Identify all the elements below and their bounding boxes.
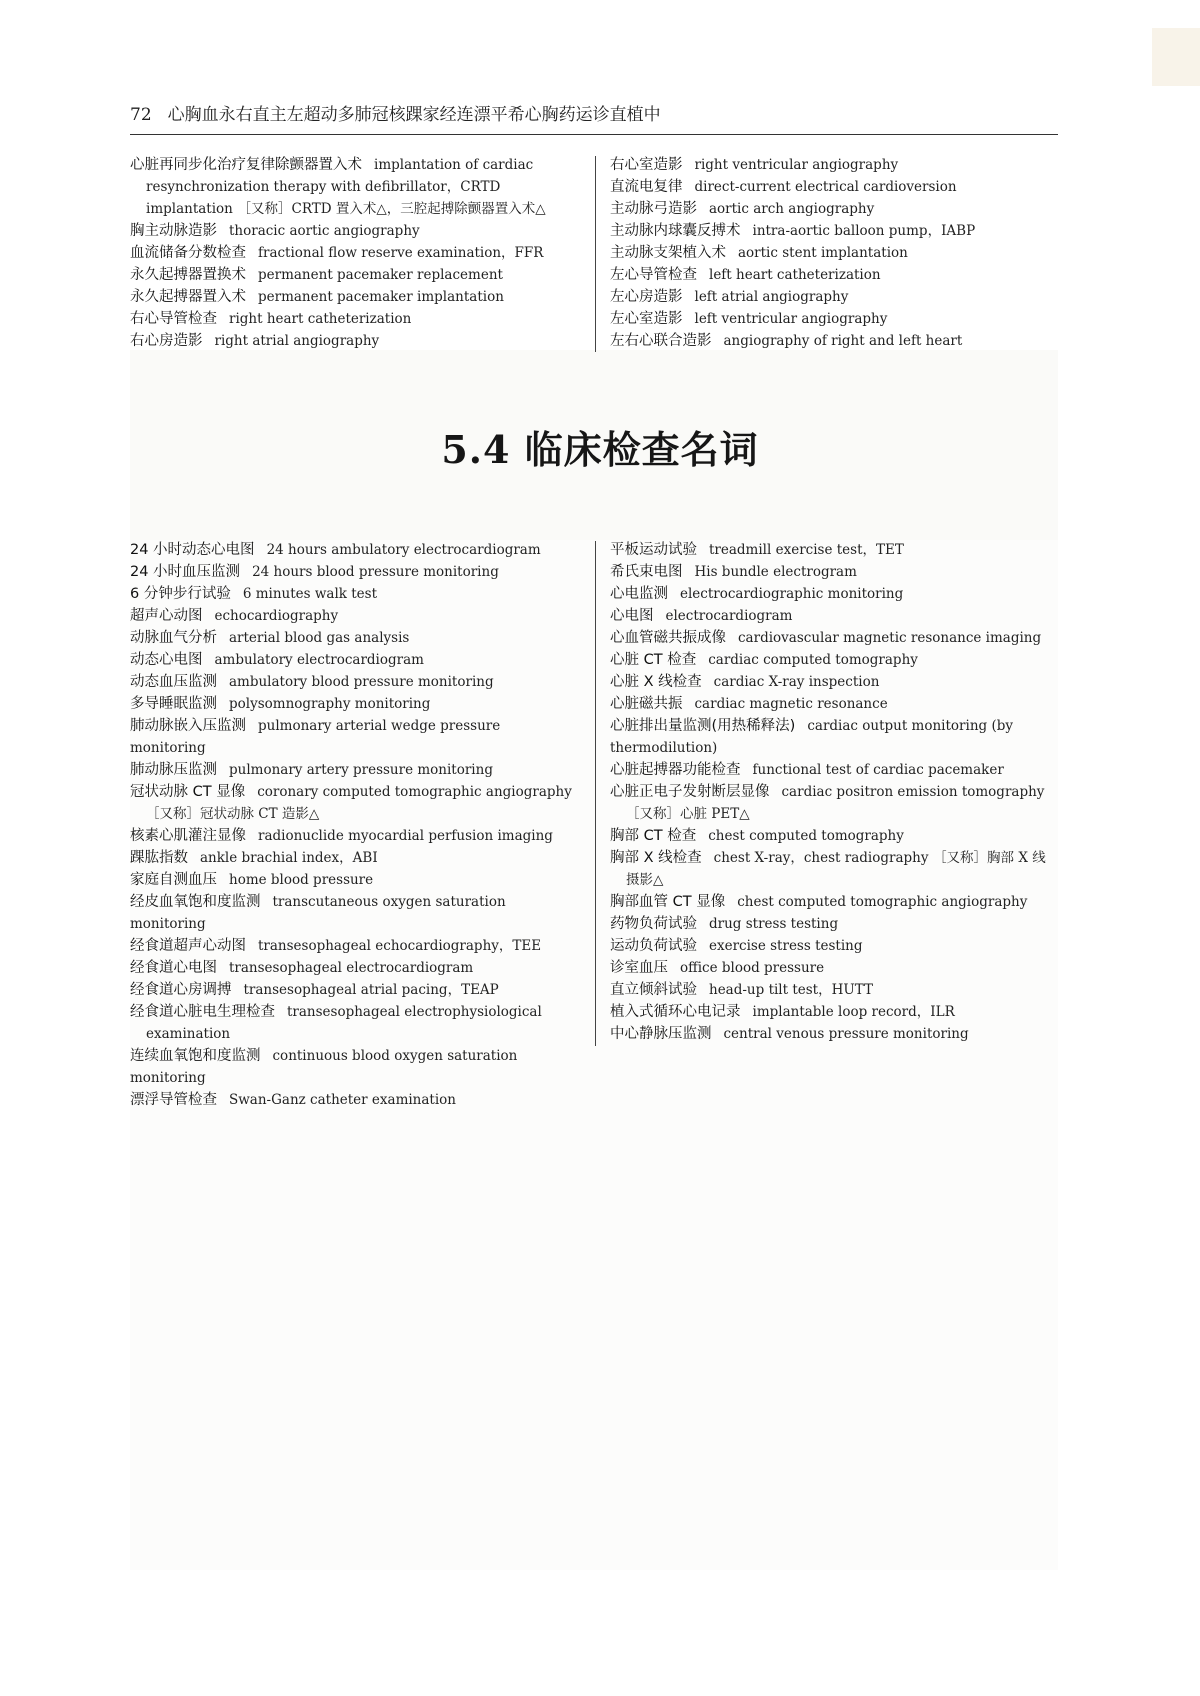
glossary-entry — [595, 1001, 1058, 1023]
term-english: right ventricular angiography — [694, 157, 899, 173]
term-english: cardiac computed tomography — [708, 652, 918, 668]
term-chinese: 左心房造影 — [610, 289, 683, 305]
term-chinese: 心电监测 — [610, 586, 668, 602]
glossary-entry — [595, 154, 1058, 176]
term-english: ankle brachial index，ABI — [200, 850, 378, 866]
term-english: continuous blood oxygen saturation monitoring — [130, 1048, 518, 1086]
term-chinese: 肺动脉压监测 — [130, 762, 217, 778]
page-number: 72 — [130, 105, 152, 125]
term-chinese: 左心室造影 — [610, 311, 683, 327]
glossary-entry — [595, 759, 1058, 781]
term-chinese: 植入式循环心电记录 — [610, 1004, 741, 1020]
term-english: cardiovascular magnetic resonance imaging — [738, 630, 1042, 646]
term-chinese: 经食道超声心动图 — [130, 938, 246, 954]
term-english: permanent pacemaker implantation — [258, 289, 504, 305]
right-column — [595, 154, 1058, 352]
glossary-entry — [595, 781, 1058, 825]
term-chinese: 心脏起搏器功能检查 — [610, 762, 741, 778]
term-chinese: 右心导管检查 — [130, 311, 217, 327]
term-chinese: 右心房造影 — [130, 333, 203, 349]
glossary-entry — [595, 671, 1058, 693]
glossary-entry — [595, 913, 1058, 935]
term-english: left ventricular angiography — [694, 311, 888, 327]
running-title: 心胸血永右直主左超动多肺冠核踝家经连漂平希心胸药运诊直植中 — [167, 105, 661, 125]
term-chinese: 心脏 X 线检查 — [610, 674, 702, 690]
glossary-entry — [595, 825, 1058, 847]
term-chinese: 药物负荷试验 — [610, 916, 697, 932]
term-english: implantation of cardiac resynchronization therapy with defibrillator，CRTD implantation — [146, 157, 534, 217]
term-english: aortic arch angiography — [709, 201, 875, 217]
glossary-entry — [130, 979, 580, 1001]
term-chinese: 左心导管检查 — [610, 267, 697, 283]
glossary-entry — [130, 891, 580, 935]
term-english: electrocardiographic monitoring — [680, 586, 904, 602]
synonym-note: ［又称］心脏 PET△ — [626, 806, 750, 822]
glossary-entry — [130, 715, 580, 759]
term-chinese: 心血管磁共振成像 — [610, 630, 726, 646]
glossary-entry — [595, 649, 1058, 671]
glossary-entry — [595, 847, 1058, 891]
term-english: left heart catheterization — [709, 267, 881, 283]
running-header — [130, 104, 1058, 135]
glossary-entry — [130, 957, 580, 979]
term-chinese: 胸主动脉造影 — [130, 223, 217, 239]
glossary-entry — [130, 330, 580, 352]
term-english: functional test of cardiac pacemaker — [752, 762, 1004, 778]
term-english: arterial blood gas analysis — [229, 630, 410, 646]
term-chinese: 多导睡眠监测 — [130, 696, 217, 712]
glossary-entry — [595, 605, 1058, 627]
term-chinese: 直立倾斜试验 — [610, 982, 697, 998]
term-chinese: 希氏束电图 — [610, 564, 683, 580]
glossary-entry — [130, 693, 580, 715]
term-english: direct-current electrical cardioversion — [694, 179, 957, 195]
term-chinese: 主动脉弓造影 — [610, 201, 697, 217]
term-english: 24 hours ambulatory electrocardiogram — [266, 542, 541, 558]
term-english: cardiac X-ray inspection — [713, 674, 880, 690]
glossary-entry — [595, 891, 1058, 913]
synonym-note: ［又称］CRTD 置入术△，三腔起搏除颤器置入术△ — [237, 201, 546, 217]
term-english: echocardiography — [214, 608, 339, 624]
top-entry-block — [130, 154, 1058, 354]
glossary-entry — [595, 330, 1058, 352]
term-chinese: 诊室血压 — [610, 960, 668, 976]
synonym-note: ［又称］胸部 X 线摄影△ — [626, 850, 1046, 888]
term-english: angiography of right and left heart — [723, 333, 963, 349]
term-chinese: 心脏排出量监测(用热稀释法) — [610, 718, 796, 734]
term-chinese: 6 分钟步行试验 — [130, 586, 231, 602]
glossary-entry — [595, 627, 1058, 649]
glossary-entry — [130, 308, 580, 330]
left-column — [130, 539, 580, 1111]
term-english: cardiac positron emission tomography — [781, 784, 1045, 800]
term-english: transesophageal electrophysiological examination — [146, 1004, 542, 1042]
term-chinese: 经食道心房调搏 — [130, 982, 232, 998]
term-english: transesophageal electrocardiogram — [229, 960, 474, 976]
term-chinese: 经皮血氧饱和度监测 — [130, 894, 261, 910]
glossary-entry — [595, 561, 1058, 583]
term-english: Swan-Ganz catheter examination — [229, 1092, 456, 1108]
page-corner-tab — [1152, 28, 1200, 86]
term-english: chest computed tomography — [708, 828, 904, 844]
term-english: exercise stress testing — [709, 938, 863, 954]
term-chinese: 肺动脉嵌入压监测 — [130, 718, 246, 734]
term-chinese: 永久起搏器置换术 — [130, 267, 246, 283]
term-english: home blood pressure — [229, 872, 374, 888]
term-english: intra-aortic balloon pump，IABP — [752, 223, 976, 239]
glossary-entry — [595, 539, 1058, 561]
term-chinese: 直流电复律 — [610, 179, 683, 195]
glossary-entry — [130, 154, 580, 220]
term-english: head-up tilt test，HUTT — [709, 982, 874, 998]
term-english: pulmonary arterial wedge pressure monitoring — [130, 718, 501, 756]
term-english: transesophageal echocardiography，TEE — [258, 938, 542, 954]
glossary-entry — [130, 781, 580, 825]
right-column — [595, 539, 1058, 1045]
term-english: 24 hours blood pressure monitoring — [252, 564, 499, 580]
glossary-entry — [130, 286, 580, 308]
term-english: right heart catheterization — [229, 311, 412, 327]
glossary-entry — [595, 935, 1058, 957]
term-english: left atrial angiography — [694, 289, 849, 305]
term-english: chest X-ray，chest radiography — [713, 850, 929, 866]
glossary-entry — [595, 176, 1058, 198]
glossary-entry — [595, 220, 1058, 242]
term-chinese: 心脏正电子发射断层显像 — [610, 784, 770, 800]
term-chinese: 24 小时动态心电图 — [130, 542, 255, 558]
glossary-entry — [130, 242, 580, 264]
term-english: radionuclide myocardial perfusion imaging — [258, 828, 553, 844]
synonym-note: ［又称］冠状动脉 CT 造影△ — [146, 806, 320, 822]
term-chinese: 胸部血管 CT 显像 — [610, 894, 726, 910]
term-chinese: 24 小时血压监测 — [130, 564, 241, 580]
glossary-entry — [595, 583, 1058, 605]
term-english: 6 minutes walk test — [242, 586, 378, 602]
glossary-entry — [130, 649, 580, 671]
glossary-entry — [130, 561, 580, 583]
term-english: thoracic aortic angiography — [229, 223, 420, 239]
term-chinese: 经食道心脏电生理检查 — [130, 1004, 275, 1020]
section-title: 5.4 临床检查名词 — [441, 427, 759, 472]
term-english: His bundle electrogram — [694, 564, 857, 580]
term-english: office blood pressure — [680, 960, 825, 976]
term-chinese: 主动脉支架植入术 — [610, 245, 726, 261]
term-english: implantable loop record，ILR — [752, 1004, 955, 1020]
term-english: polysomnography monitoring — [229, 696, 431, 712]
glossary-entry — [130, 847, 580, 869]
glossary-entry — [595, 242, 1058, 264]
term-chinese: 动态血压监测 — [130, 674, 217, 690]
term-english: coronary computed tomographic angiography — [257, 784, 572, 800]
glossary-entry — [595, 198, 1058, 220]
term-english: right atrial angiography — [214, 333, 380, 349]
term-chinese: 平板运动试验 — [610, 542, 697, 558]
term-chinese: 心脏再同步化治疗复律除颤器置入术 — [130, 157, 362, 173]
term-chinese: 核素心肌灌注显像 — [130, 828, 246, 844]
glossary-entry — [130, 1001, 580, 1045]
glossary-entry — [130, 759, 580, 781]
term-english: treadmill exercise test，TET — [709, 542, 904, 558]
glossary-entry — [130, 583, 580, 605]
term-english: cardiac magnetic resonance — [694, 696, 888, 712]
glossary-entry — [130, 935, 580, 957]
glossary-entry — [130, 539, 580, 561]
term-chinese: 漂浮导管检查 — [130, 1092, 217, 1108]
term-chinese: 心脏磁共振 — [610, 696, 683, 712]
term-chinese: 动脉血气分析 — [130, 630, 217, 646]
glossary-entry — [130, 627, 580, 649]
term-english: central venous pressure monitoring — [723, 1026, 969, 1042]
glossary-entry — [130, 264, 580, 286]
glossary-entry — [130, 1089, 580, 1111]
glossary-entry — [595, 979, 1058, 1001]
glossary-entry — [130, 220, 580, 242]
term-english: electrocardiogram — [665, 608, 793, 624]
term-chinese: 连续血氧饱和度监测 — [130, 1048, 261, 1064]
term-english: transesophageal atrial pacing，TEAP — [243, 982, 499, 998]
glossary-entry — [130, 825, 580, 847]
term-english: ambulatory blood pressure monitoring — [229, 674, 494, 690]
term-chinese: 永久起搏器置入术 — [130, 289, 246, 305]
term-chinese: 中心静脉压监测 — [610, 1026, 712, 1042]
glossary-entry — [595, 264, 1058, 286]
term-chinese: 右心室造影 — [610, 157, 683, 173]
term-english: pulmonary artery pressure monitoring — [229, 762, 493, 778]
term-chinese: 超声心动图 — [130, 608, 203, 624]
glossary-entry — [595, 286, 1058, 308]
term-english: fractional flow reserve examination，FFR — [258, 245, 544, 261]
term-chinese: 心脏 CT 检查 — [610, 652, 697, 668]
term-chinese: 心电图 — [610, 608, 654, 624]
glossary-entry — [595, 957, 1058, 979]
glossary-entry — [130, 869, 580, 891]
glossary-entry — [130, 605, 580, 627]
term-chinese: 冠状动脉 CT 显像 — [130, 784, 246, 800]
glossary-entry — [595, 308, 1058, 330]
left-column — [130, 154, 580, 352]
term-chinese: 左右心联合造影 — [610, 333, 712, 349]
term-chinese: 血流储备分数检查 — [130, 245, 246, 261]
term-chinese: 踝肱指数 — [130, 850, 188, 866]
term-english: cardiac output monitoring (by thermodilution) — [610, 718, 1013, 756]
glossary-entry — [130, 671, 580, 693]
term-chinese: 经食道心电图 — [130, 960, 217, 976]
term-english: transcutaneous oxygen saturation monitoring — [130, 894, 506, 932]
term-english: ambulatory electrocardiogram — [214, 652, 424, 668]
glossary-entry — [595, 1023, 1058, 1045]
term-chinese: 主动脉内球囊反搏术 — [610, 223, 741, 239]
term-chinese: 家庭自测血压 — [130, 872, 217, 888]
glossary-entry — [595, 693, 1058, 715]
term-chinese: 动态心电图 — [130, 652, 203, 668]
main-entry-block — [130, 539, 1058, 1108]
term-english: drug stress testing — [709, 916, 839, 932]
glossary-entry — [130, 1045, 580, 1089]
term-chinese: 运动负荷试验 — [610, 938, 697, 954]
glossary-entry — [595, 715, 1058, 759]
term-english: aortic stent implantation — [738, 245, 908, 261]
term-english: chest computed tomographic angiography — [737, 894, 1028, 910]
term-chinese: 胸部 X 线检查 — [610, 850, 702, 866]
term-english: permanent pacemaker replacement — [258, 267, 503, 283]
term-chinese: 胸部 CT 检查 — [610, 828, 697, 844]
